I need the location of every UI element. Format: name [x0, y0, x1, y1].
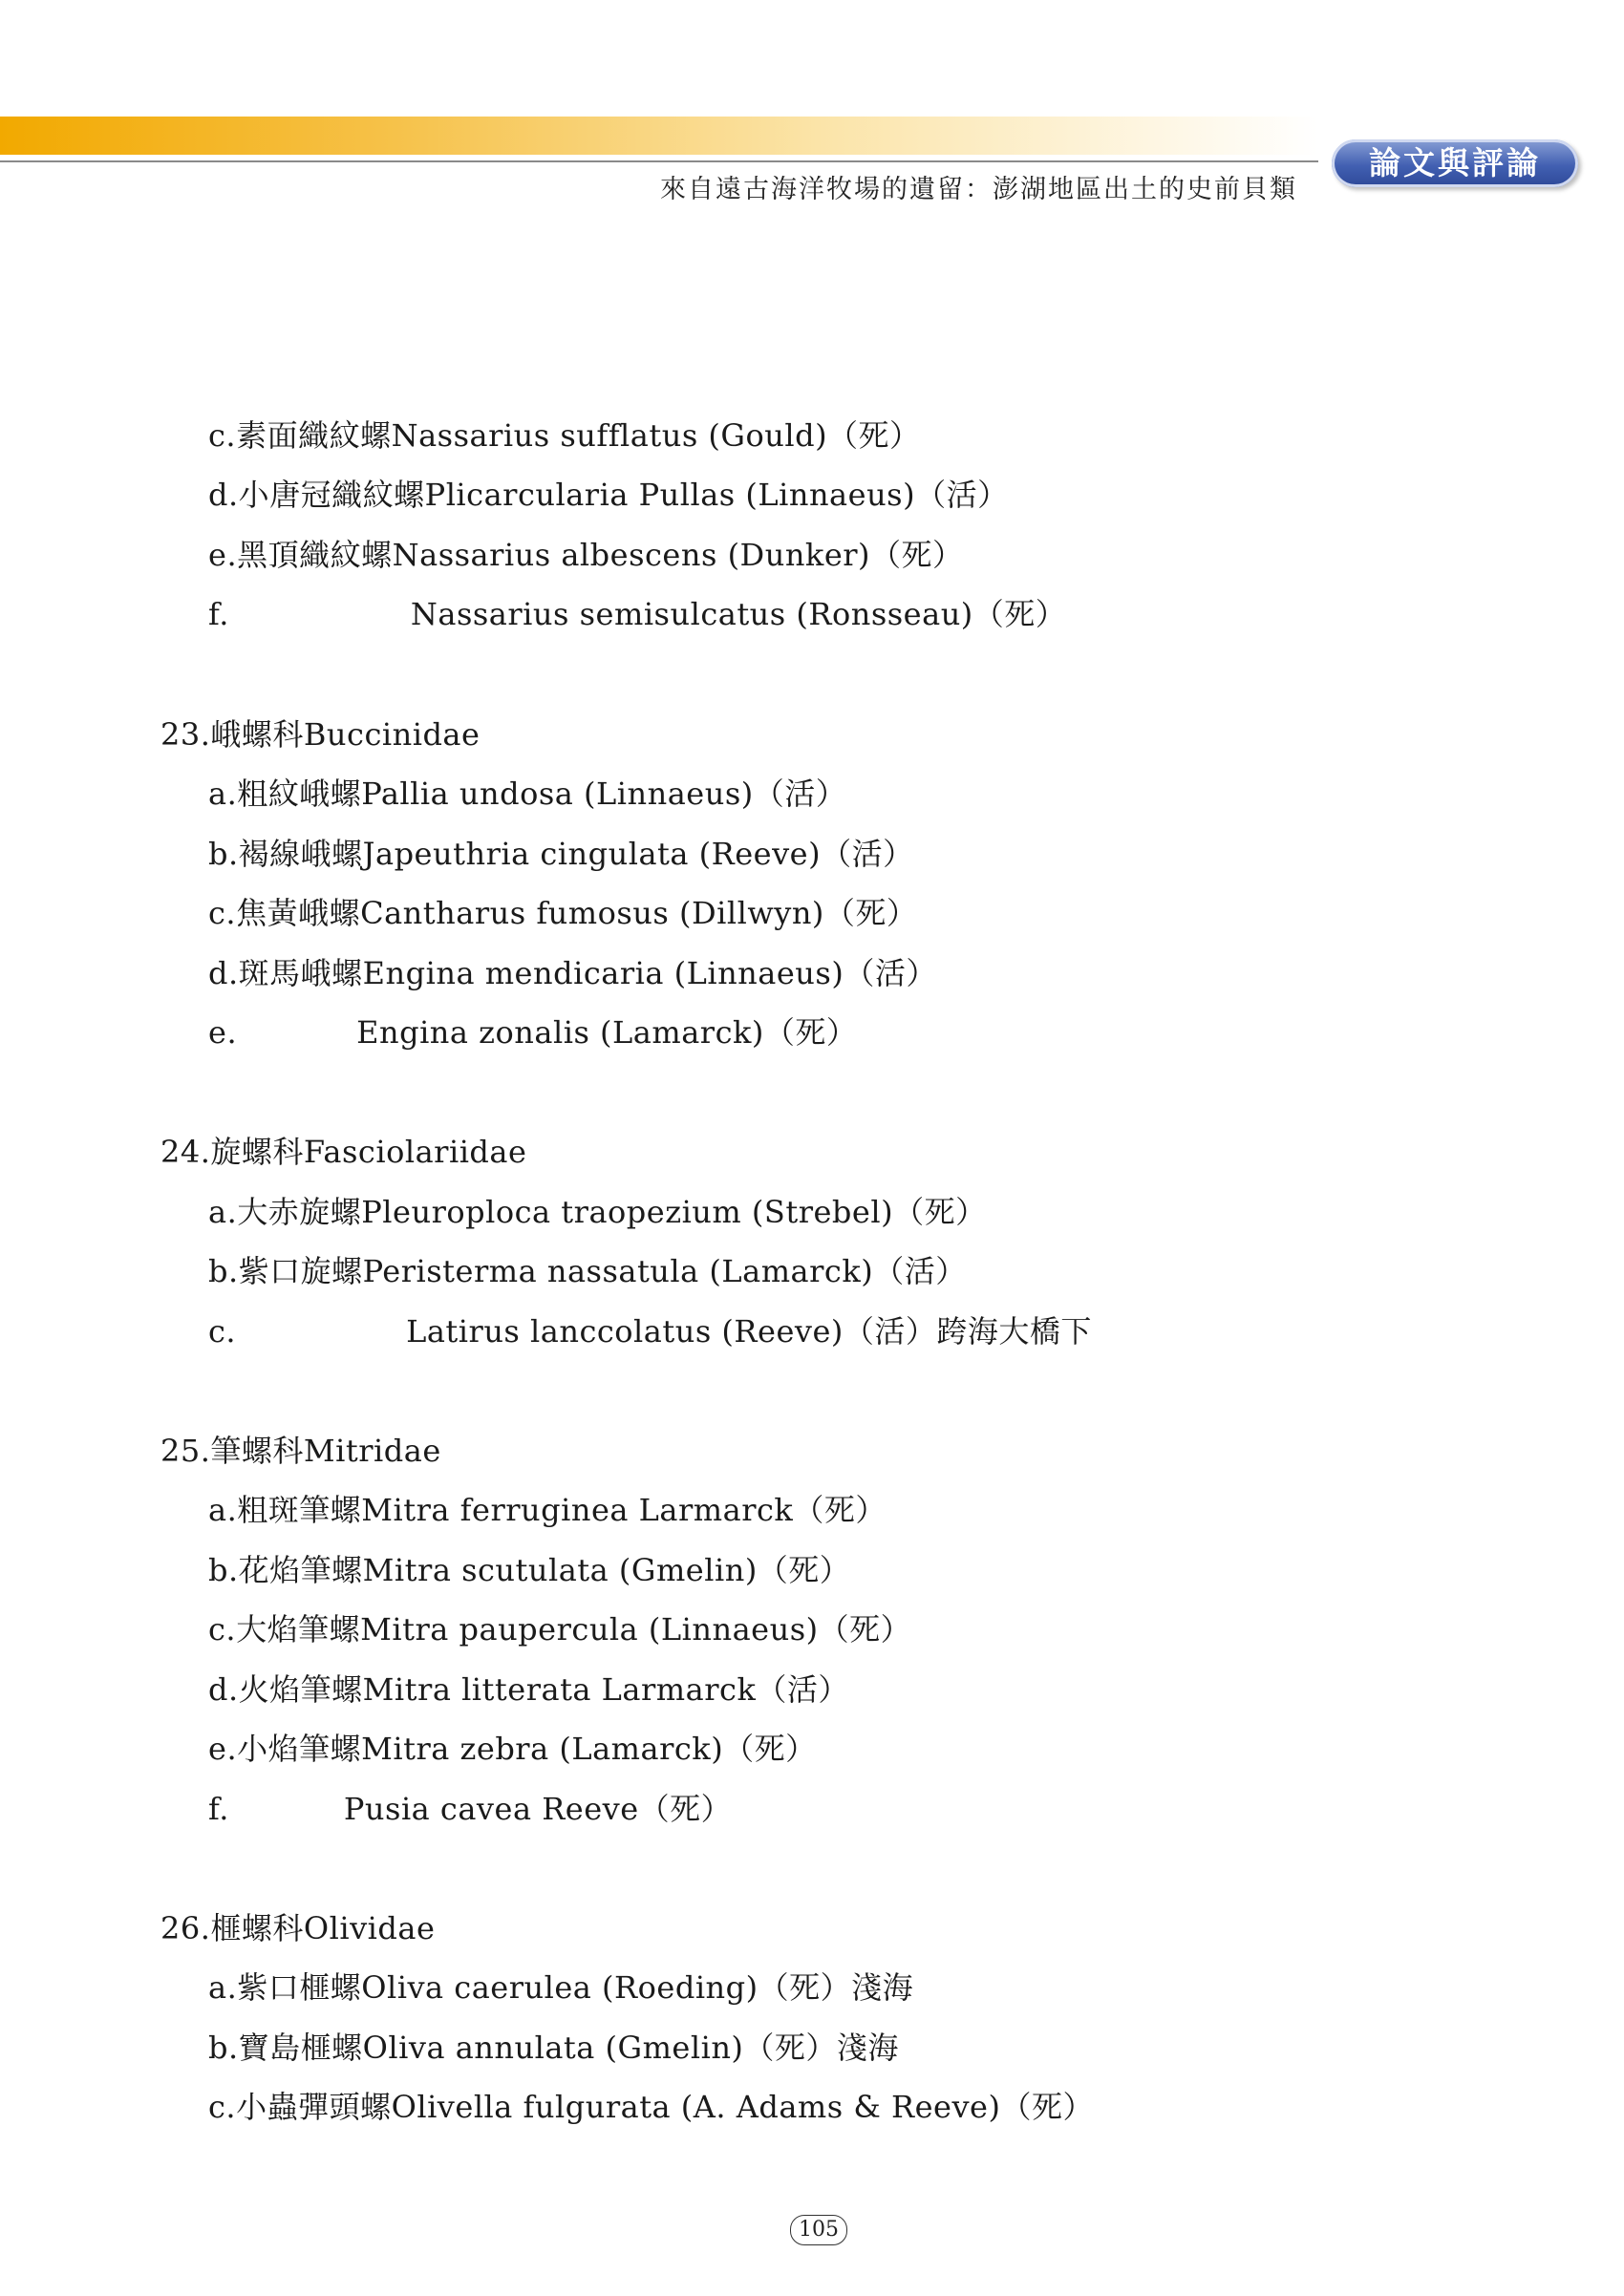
item-text: Pusia cavea Reeve（死） [343, 1791, 733, 1827]
item-text: Latirus lanccolatus (Reeve)（活）跨海大橋下 [406, 1313, 1092, 1350]
list-item: b.花焰筆螺Mitra scutulata (Gmelin)（死） [208, 1552, 851, 1588]
list-item [208, 1790, 732, 1828]
family-heading: 26.榧螺科Olividae [160, 1910, 436, 1946]
list-item [208, 1312, 1092, 1350]
item-letter: f. [208, 596, 229, 632]
item-letter: f. [208, 1791, 229, 1827]
list-item: d.斑馬峨螺Engina mendicaria (Linnaeus)（活） [208, 955, 937, 991]
section-badge: 論文與評論 [1332, 139, 1578, 187]
list-item: b.褐線峨螺Japeuthria cingulata (Reeve)（活） [208, 836, 914, 872]
list-item: b.寶島榧螺Oliva annulata (Gmelin)（死）淺海 [208, 2030, 899, 2066]
item-letter: e. [208, 1014, 238, 1051]
list-item: b.紫口旋螺Peristerma nassatula (Lamarck)（活） [208, 1253, 967, 1289]
list-item: a.大赤旋螺Pleuroploca traopezium (Strebel)（死） [208, 1194, 987, 1230]
page-number: 105 [790, 2215, 847, 2245]
item-text: Nassarius semisulcatus (Ronsseau)（死） [410, 596, 1067, 632]
header-rule [0, 160, 1318, 162]
list-item: d.小唐冠織紋螺Plicarcularia Pullas (Linnaeus)（活） [208, 477, 1009, 513]
list-item: a.粗斑筆螺Mitra ferruginea Larmarck（死） [208, 1492, 887, 1528]
item-letter: c. [208, 1313, 237, 1350]
list-item: e.黑頂織紋螺Nassarius albescens (Dunker)（死） [208, 537, 964, 573]
running-title: 來自遠古海洋牧場的遺留：澎湖地區出土的史前貝類 [660, 175, 1297, 204]
list-item: c.小蟲彈頭螺Olivella fulgurata (A. Adams & Reeve)（死） [208, 2089, 1094, 2125]
list-item [208, 595, 1066, 633]
list-item: e.小焰筆螺Mitra zebra (Lamarck)（死） [208, 1731, 817, 1767]
family-heading: 23.峨螺科Buccinidae [160, 716, 481, 753]
list-item: c.素面織紋螺Nassarius sufflatus (Gould)（死） [208, 417, 921, 454]
header-gradient-band [0, 117, 1318, 155]
list-item: a.粗紋峨螺Pallia undosa (Linnaeus)（活） [208, 776, 847, 812]
item-text: Engina zonalis (Lamarck)（死） [356, 1014, 858, 1051]
list-item: c.大焰筆螺Mitra paupercula (Linnaeus)（死） [208, 1611, 912, 1648]
list-item: c.焦黃峨螺Cantharus fumosus (Dillwyn)（死） [208, 895, 918, 931]
list-item [208, 1013, 857, 1052]
family-heading: 25.筆螺科Mitridae [160, 1433, 441, 1469]
list-item: a.紫口榧螺Oliva caerulea (Roeding)（死）淺海 [208, 1969, 914, 2006]
family-heading: 24.旋螺科Fasciolariidae [160, 1134, 527, 1170]
list-item: d.火焰筆螺Mitra litterata Larmarck（活） [208, 1671, 849, 1708]
